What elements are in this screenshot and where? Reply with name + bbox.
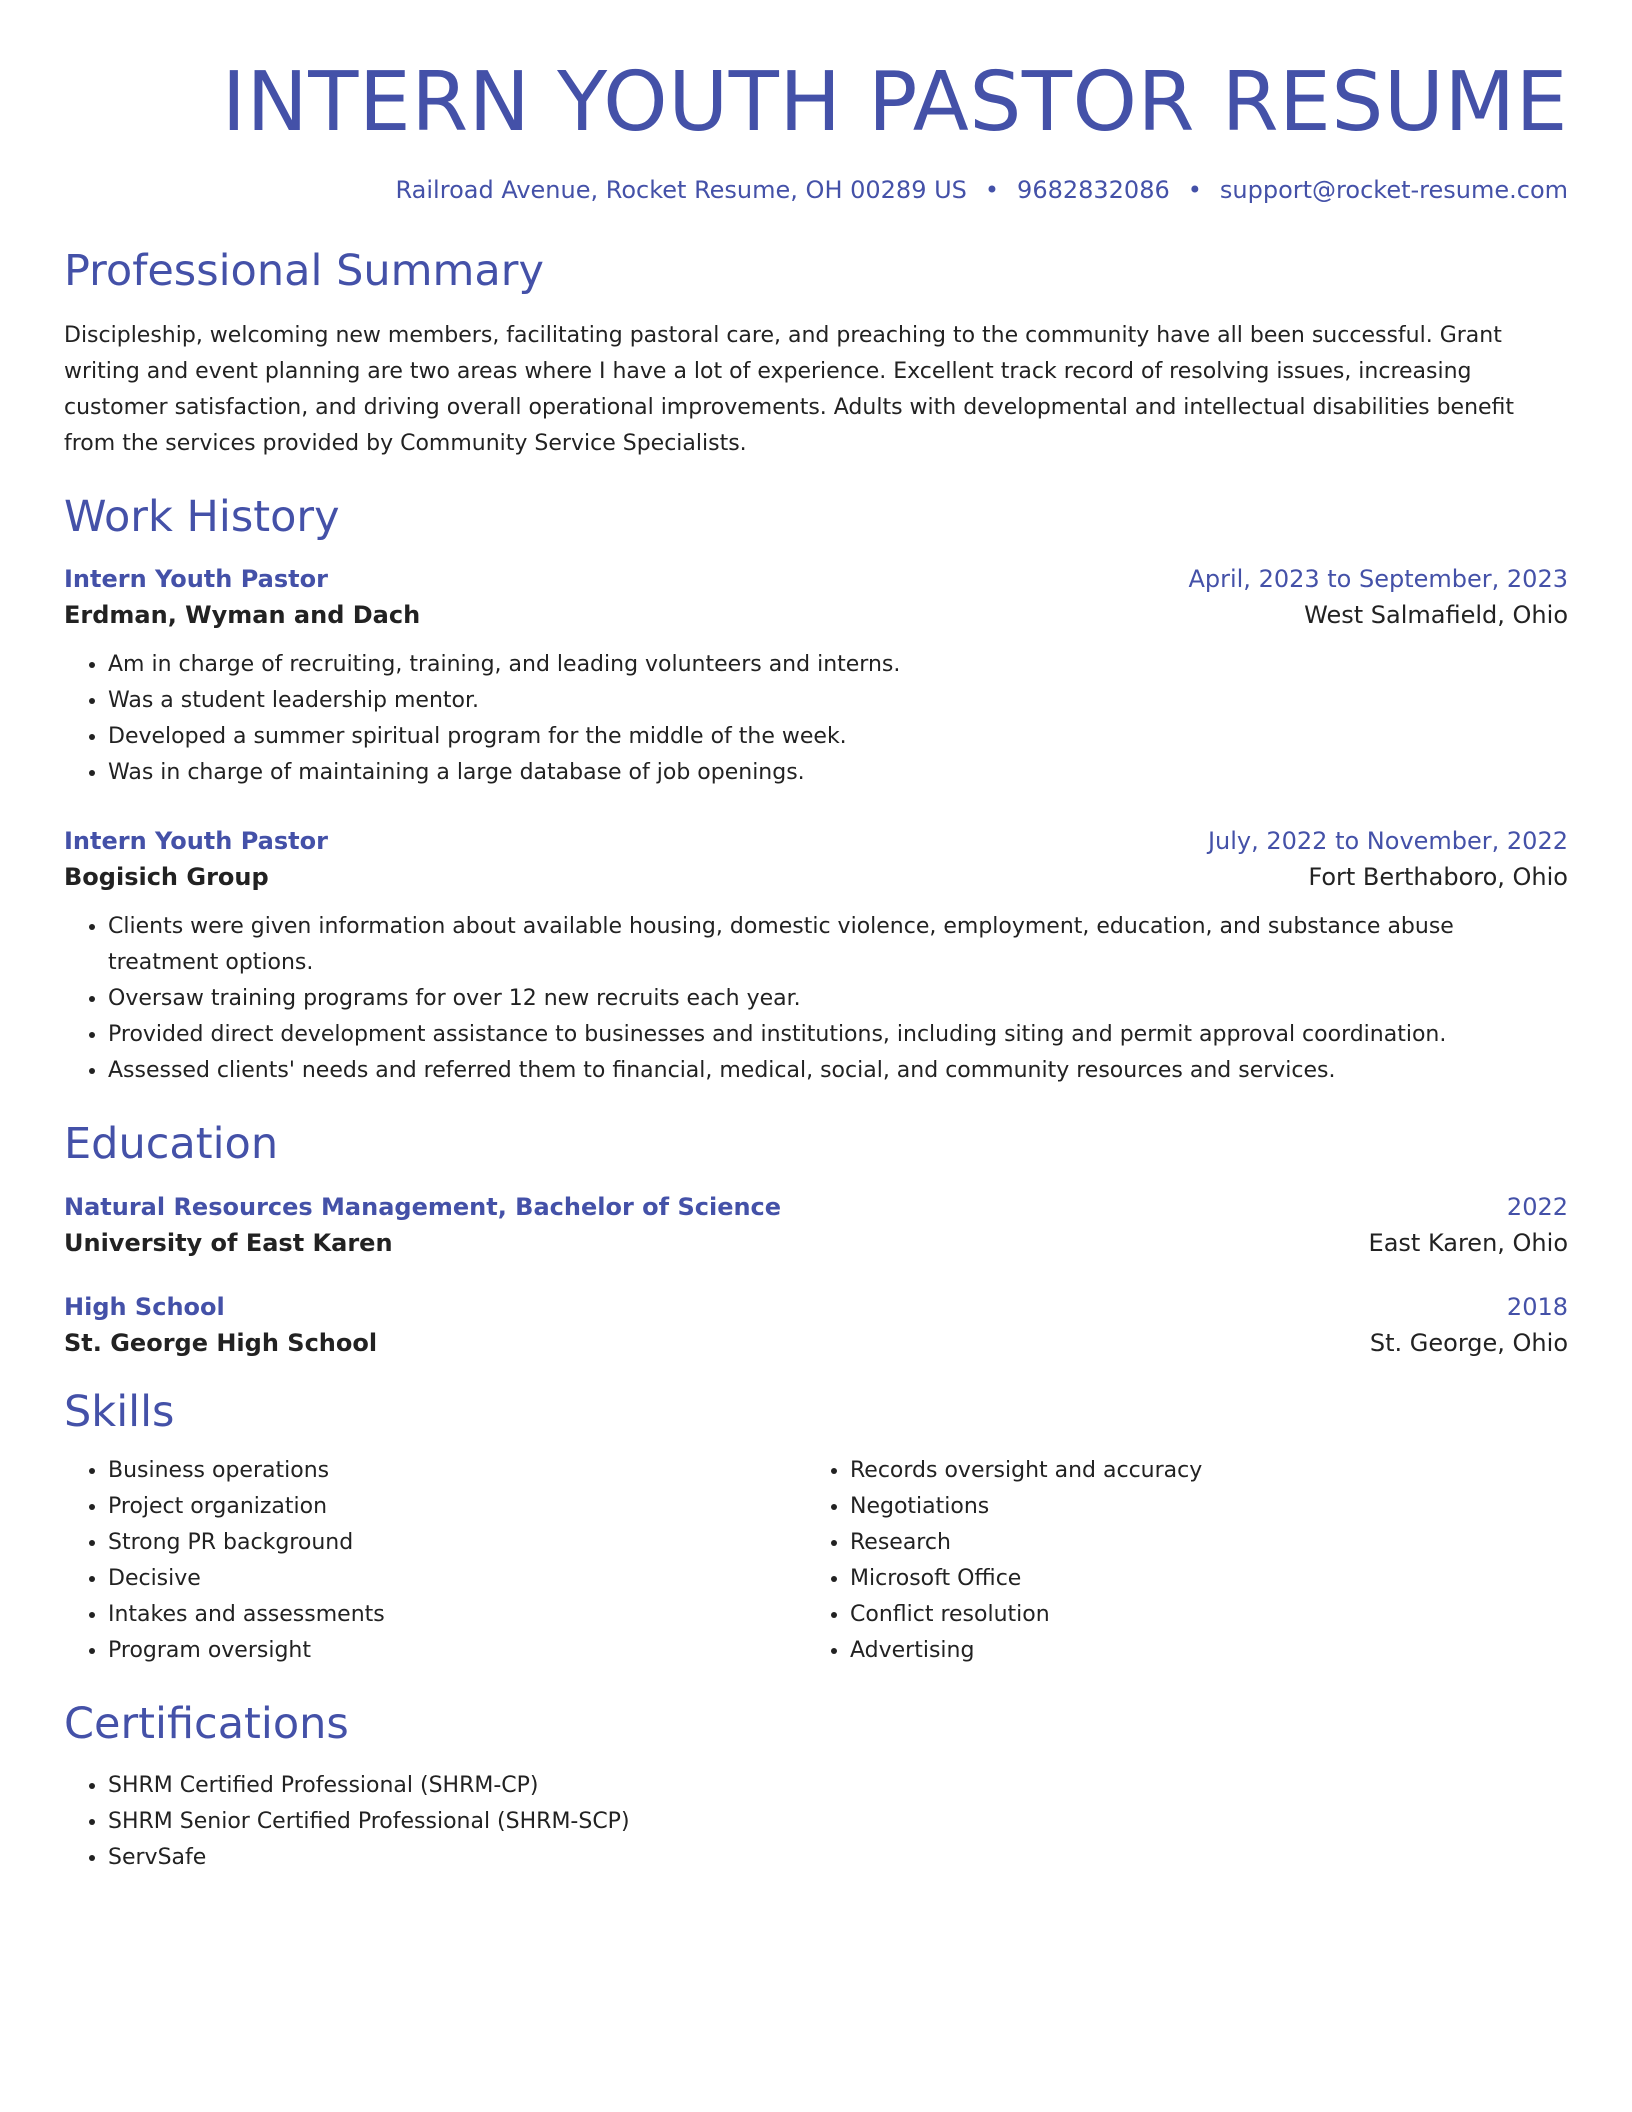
skill-item: • Records oversight and accuracy — [850, 1453, 1548, 1489]
skill-item: • Project organization — [108, 1489, 806, 1525]
skill-item: • Negotiations — [850, 1489, 1548, 1525]
skills-heading: Skills — [64, 1387, 175, 1438]
education-degree: High School — [64, 1293, 225, 1322]
skill-item: • Research — [850, 1525, 1548, 1561]
skill-item: • Microsoft Office — [850, 1561, 1548, 1597]
certification-item: • SHRM Senior Certified Professional (SHRM-SCP) — [108, 1804, 1568, 1840]
contact-line — [64, 176, 1568, 204]
certifications-list — [64, 1768, 1568, 1876]
resume-page — [64, 0, 1568, 1876]
education-school: St. George High School — [64, 1329, 378, 1358]
certification-item: • SHRM Certified Professional (SHRM-CP) — [108, 1768, 1568, 1804]
job-company: Bogisich Group — [64, 863, 269, 892]
contact-email[interactable]: support@rocket-resume.com — [1219, 176, 1568, 205]
contact-phone: 9682832086 — [1017, 176, 1170, 205]
education-year: 2018 — [1506, 1293, 1568, 1322]
education-degree: Natural Resources Management, Bachelor of Science — [64, 1193, 782, 1222]
resume-title: INTERN YOUTH PASTOR RESUME — [221, 55, 1568, 150]
contact-separator: • — [984, 176, 1000, 205]
job-dates: July, 2022 to November, 2022 — [1207, 827, 1568, 856]
job-bullet: • Was a student leadership mentor. — [108, 683, 1568, 719]
skill-item: • Business operations — [108, 1453, 806, 1489]
certifications-heading: Certifications — [64, 1698, 349, 1749]
certifications-section — [64, 1699, 1568, 1877]
job-bullet: • Developed a summer spiritual program for the middle of the week. — [108, 719, 1568, 755]
summary-heading: Professional Summary — [64, 246, 544, 297]
job-bullet: • Clients were given information about available housing, domestic violence, employment, education, and substance abuse treatment options. — [108, 909, 1568, 981]
skill-item: • Intakes and assessments — [108, 1597, 806, 1633]
education-school: University of East Karen — [64, 1229, 393, 1258]
job-location: West Salmafield, Ohio — [1304, 601, 1568, 630]
education-location: St. George, Ohio — [1369, 1329, 1568, 1358]
skills-list-right — [806, 1453, 1548, 1669]
job-bullet: • Am in charge of recruiting, training, and leading volunteers and interns. — [108, 647, 1568, 683]
skill-item: • Program oversight — [108, 1633, 806, 1669]
skills-list-left — [64, 1453, 806, 1669]
job-dates: April, 2023 to September, 2023 — [1188, 565, 1568, 594]
job-title: Intern Youth Pastor — [64, 827, 328, 856]
skills-section — [64, 1387, 1568, 1669]
contact-separator: • — [1187, 176, 1202, 205]
job-bullet: • Assessed clients' needs and referred them to financial, medical, social, and community resources and services. — [108, 1053, 1568, 1089]
job-bullets — [64, 909, 1568, 1089]
skill-item: • Strong PR background — [108, 1525, 806, 1561]
work-history-heading: Work History — [64, 491, 340, 542]
job-entry — [64, 565, 1568, 791]
job-bullets — [64, 647, 1568, 791]
job-company: Erdman, Wyman and Dach — [64, 601, 421, 630]
education-section — [64, 1119, 1568, 1357]
education-heading: Education — [64, 1119, 279, 1170]
job-location: Fort Berthaboro, Ohio — [1308, 863, 1568, 892]
education-entry — [64, 1193, 1568, 1257]
education-year: 2022 — [1506, 1193, 1568, 1222]
work-history-section — [64, 492, 1568, 1090]
skills-columns — [64, 1453, 1568, 1669]
skill-item: • Advertising — [850, 1633, 1548, 1669]
job-bullet: • Oversaw training programs for over 12 new recruits each year. — [108, 981, 1568, 1017]
certification-item: • ServSafe — [108, 1840, 1568, 1876]
job-title: Intern Youth Pastor — [64, 565, 328, 594]
job-bullet: • Was in charge of maintaining a large database of job openings. — [108, 755, 1568, 791]
job-entry — [64, 827, 1568, 1089]
skill-item: • Conflict resolution — [850, 1597, 1548, 1633]
education-entry — [64, 1293, 1568, 1357]
job-bullet: • Provided direct development assistance to businesses and institutions, including siting and permit approval coordination. — [108, 1017, 1568, 1053]
contact-address: Railroad Avenue, Rocket Resume, OH 00289 US — [395, 176, 967, 205]
education-location: East Karen, Ohio — [1368, 1229, 1568, 1258]
skill-item: • Decisive — [108, 1561, 806, 1597]
summary-text: Discipleship, welcoming new members, facilitating pastoral care, and preaching to the community have all been successful. Grant writing and event planning are two areas where I have a lot of experience. Excellent track record of resolving issues, increasing customer satisfaction, and driving overall operational improvements. Adults with developmental and intellectual disabilities benefit from the services provided by Community Service Specialists. — [64, 322, 1515, 456]
